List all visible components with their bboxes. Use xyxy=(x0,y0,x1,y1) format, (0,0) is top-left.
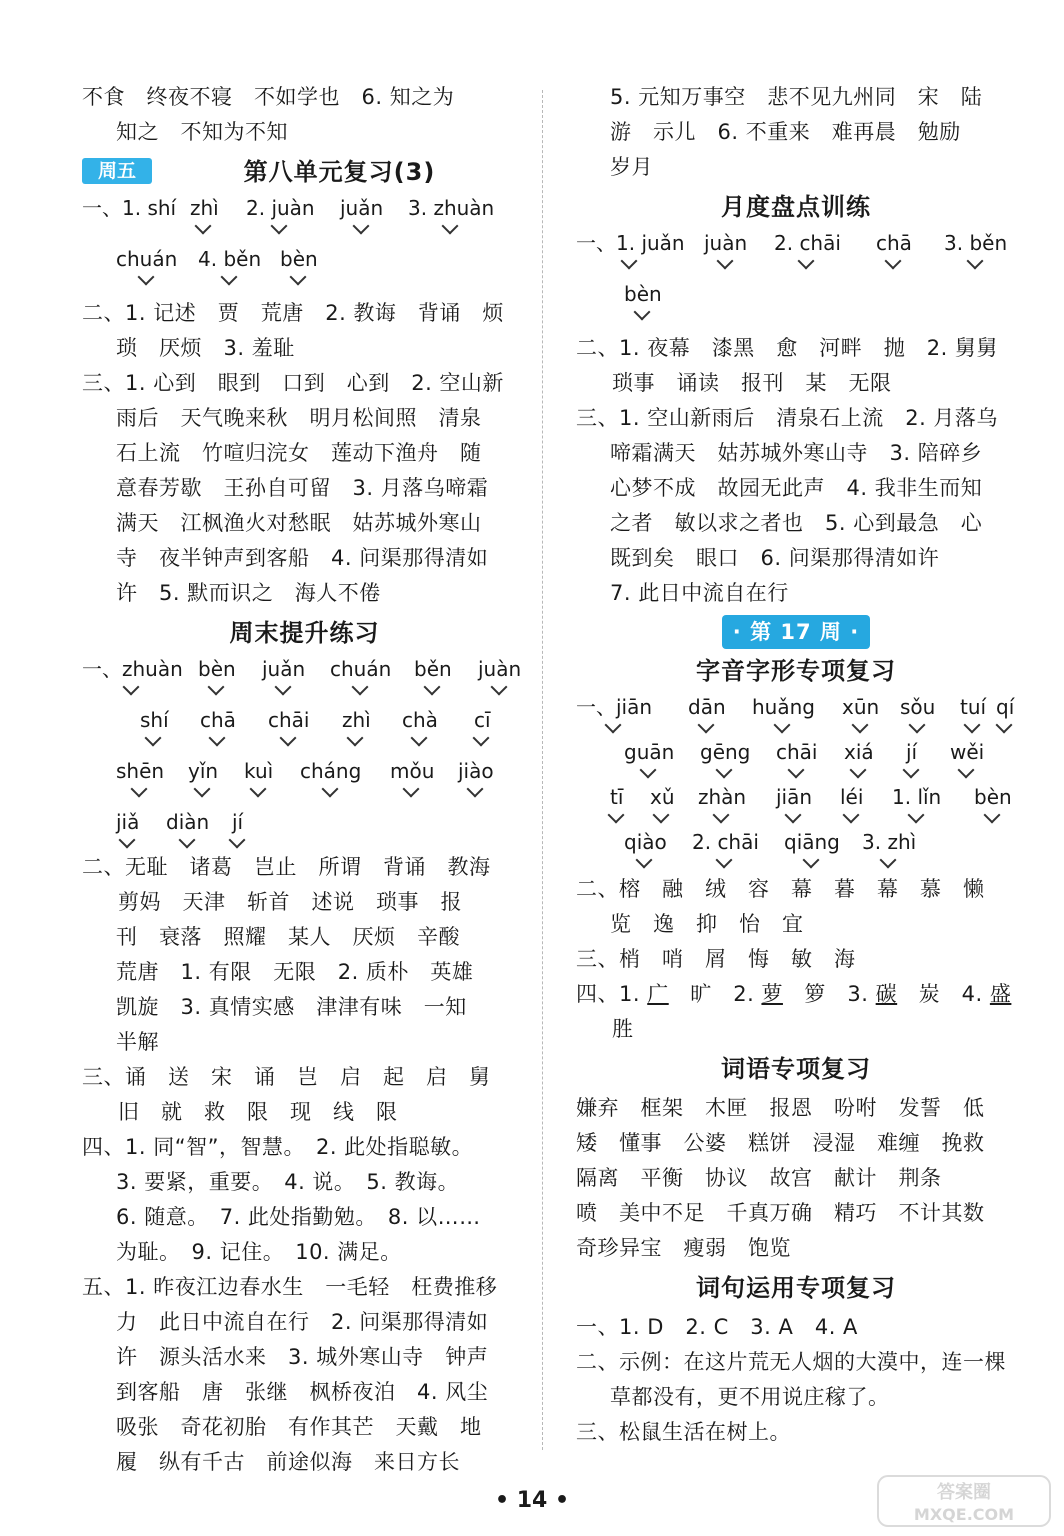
text-line xyxy=(576,977,1016,1012)
text-line: 知之 不知为不知 xyxy=(116,120,288,144)
text-line: 四、1. 同“智”，智慧。 2. 此处指聪敏。 xyxy=(82,1135,474,1159)
pinyin-item: dān xyxy=(688,695,726,719)
pinyin-item: gēng xyxy=(700,740,751,764)
pinyin-item: 3. zhuàn xyxy=(408,196,495,220)
pinyin-item: bèn xyxy=(624,282,662,306)
text-line: 雨后 天气晚来秋 明月松间照 清泉 xyxy=(116,406,482,430)
pinyin-item: zhàn xyxy=(698,785,747,809)
pinyin-item: juàn xyxy=(704,231,748,255)
pinyin-item: 1. lǐn xyxy=(892,785,942,809)
text-line: 旧 就 救 限 现 线 限 xyxy=(118,1100,398,1124)
text-line: 6. 随意。 7. 此处指勤勉。 8. 以…… xyxy=(116,1205,481,1229)
pinyin-item: jí xyxy=(906,740,918,764)
pinyin-item: 3. běn xyxy=(944,231,1008,255)
text-fragment: 箩 3. xyxy=(782,982,876,1006)
pinyin-item: 一、jiān xyxy=(576,695,653,719)
pinyin-item: 2. chāi xyxy=(692,830,759,854)
text-line: 三、松鼠生活在树上。 xyxy=(576,1420,791,1444)
text-line: 既到矣 眼口 6. 问渠那得清如许 xyxy=(610,546,940,570)
pinyin-item: juǎn xyxy=(340,196,384,220)
pinyin-row xyxy=(576,738,1016,783)
pinyin-row xyxy=(82,655,527,706)
pinyin-item: xǔ xyxy=(650,785,675,809)
pinyin-row xyxy=(576,229,1016,280)
text-line: 草都没有，更不用说庄稼了。 xyxy=(610,1385,890,1409)
text-line: 奇珍异宝 瘦弱 饱览 xyxy=(576,1236,791,1260)
text-line: 3. 要紧，重要。 4. 说。 5. 教诲。 xyxy=(116,1170,460,1194)
text-line: 荒唐 1. 有限 无限 2. 质朴 英雄 xyxy=(116,960,474,984)
text-line: 喷 美中不足 千真万确 精巧 不计其数 xyxy=(576,1201,985,1225)
pinyin-item: běn xyxy=(414,657,452,681)
pinyin-item: sǒu xyxy=(900,695,936,719)
pinyin-item: cháng xyxy=(300,759,362,783)
text-line: 五、1. 昨夜江边春水生 一毛轻 枉费推移 xyxy=(82,1275,498,1299)
text-line: 寺 夜半钟声到客船 4. 问渠那得清如 xyxy=(116,546,489,570)
text-line: 琐事 诵读 报刊 某 无限 xyxy=(612,371,892,395)
pinyin-item: chuán xyxy=(116,247,178,271)
pinyin-row xyxy=(82,706,527,757)
pinyin-item: tī xyxy=(610,785,624,809)
section-title: 第八单元复习(3) xyxy=(243,158,436,186)
pinyin-item: 2. chāi xyxy=(774,231,841,255)
pinyin-item: jiān xyxy=(776,785,813,809)
svg-text:答案圈: 答案圈 xyxy=(937,1482,991,1503)
pinyin-row xyxy=(82,808,527,850)
pinyin-item: xūn xyxy=(842,695,880,719)
text-line: 心梦不成 故园无此声 4. 我非生而知 xyxy=(610,476,983,500)
pinyin-item: bèn xyxy=(280,247,318,271)
page-number: • 14 • xyxy=(494,1488,570,1513)
pinyin-item: chā xyxy=(200,708,236,732)
underlined-char: 碳 xyxy=(875,982,898,1006)
section-title: 周末提升练习 xyxy=(229,619,380,647)
svg-text:MXQE.COM: MXQE.COM xyxy=(913,1505,1015,1524)
pinyin-item: shí xyxy=(140,708,169,732)
text-line: 啼霜满天 姑苏城外寒山寺 3. 陪碎乡 xyxy=(610,441,983,465)
text-line: 胜 xyxy=(612,1017,634,1041)
pinyin-item: jiǎ xyxy=(116,810,140,834)
section-title: 字音字形专项复习 xyxy=(696,657,896,685)
pinyin-item: juàn xyxy=(478,657,522,681)
pinyin-item: shēn xyxy=(116,759,165,783)
text-line: 一、1. D 2. C 3. A 4. A xyxy=(576,1315,858,1339)
pinyin-item: yǐn xyxy=(188,759,219,783)
text-line: 凯旋 3. 真情实感 津津有味 一知 xyxy=(116,995,467,1019)
pinyin-item: wěi xyxy=(950,740,985,764)
day-tag: 周五 xyxy=(82,158,152,184)
pinyin-item: léi xyxy=(840,785,864,809)
pinyin-item: bèn xyxy=(974,785,1012,809)
text-fragment: 炭 4. xyxy=(897,982,990,1006)
underlined-char: 盛 xyxy=(989,982,1012,1006)
section-header-friday xyxy=(82,150,527,194)
text-line: 之者 敏以求之者也 5. 心到最急 心 xyxy=(610,511,983,535)
text-line: 二、示例：在这片荒无人烟的大漠中，连一棵 xyxy=(576,1350,1006,1374)
pinyin-item: jí xyxy=(232,810,244,834)
text-fragment: 旷 2. xyxy=(668,982,762,1006)
pinyin-row xyxy=(576,280,1016,331)
week-badge: · 第 17 周 · xyxy=(722,615,870,649)
text-line: 二、榕 融 绒 容 幕 暮 幕 慕 懒 xyxy=(576,877,985,901)
pinyin-row xyxy=(576,693,1016,738)
text-line: 5. 元知万事空 悲不见九州同 宋 陆 xyxy=(610,85,983,109)
text-line: 嫌弃 框架 木匣 报恩 吩咐 发誓 低 xyxy=(576,1096,985,1120)
pinyin-row xyxy=(82,757,527,808)
pinyin-item: tuí xyxy=(960,695,987,719)
text-line: 满天 江枫渔火对愁眠 姑苏城外寒山 xyxy=(116,511,482,535)
underlined-char: 广 xyxy=(647,982,669,1006)
section-title: 词句运用专项复习 xyxy=(696,1274,896,1302)
pinyin-item: juǎn xyxy=(262,657,306,681)
pinyin-item: chuán xyxy=(330,657,392,681)
underlined-char: 萝 xyxy=(761,982,783,1006)
pinyin-item: jiào xyxy=(458,759,494,783)
pinyin-item: chāi xyxy=(268,708,310,732)
pinyin-item: qiāng xyxy=(784,830,840,854)
text-line: 石上流 竹喧归浣女 莲动下渔舟 随 xyxy=(116,441,482,465)
text-line: 三、梢 哨 屑 悔 敏 海 xyxy=(576,947,856,971)
text-line: 琐 厌烦 3. 羞耻 xyxy=(116,336,295,360)
text-line: 二、1. 夜幕 漆黑 愈 河畔 抛 2. 舅舅 xyxy=(576,336,998,360)
watermark-logo xyxy=(876,1474,1052,1528)
text-line: 吸张 奇花初胎 有作其芒 天戴 地 xyxy=(116,1415,482,1439)
left-column xyxy=(82,80,527,1480)
pinyin-item: zhì xyxy=(342,708,371,732)
text-line: 览 逸 抑 怡 宜 xyxy=(610,912,804,936)
pinyin-item: 一、zhuàn xyxy=(82,657,183,681)
text-line: 履 纵有千古 前途似海 来日方长 xyxy=(116,1450,460,1474)
text-line: 三、诵 送 宋 诵 岂 启 起 启 舅 xyxy=(82,1065,491,1089)
pinyin-row xyxy=(576,783,1016,828)
text-line: 不食 终夜不寝 不如学也 6. 知之为 xyxy=(82,85,455,109)
section-title: 词语专项复习 xyxy=(721,1055,871,1083)
text-line: 为耻。 9. 记住。 10. 满足。 xyxy=(116,1240,402,1264)
pinyin-item: qiào xyxy=(624,830,667,854)
pinyin-item: chāi xyxy=(776,740,818,764)
text-line: 到客船 唐 张继 枫桥夜泊 4. 风尘 xyxy=(116,1380,489,1404)
text-line: 半解 xyxy=(116,1030,159,1054)
pinyin-item: qí xyxy=(996,695,1015,719)
pinyin-item: diàn xyxy=(166,810,210,834)
pinyin-item: cī xyxy=(474,708,491,732)
text-line: 力 此日中流自在行 2. 问渠那得清如 xyxy=(116,1310,489,1334)
text-fragment: 四、1. xyxy=(576,982,648,1006)
pinyin-row xyxy=(82,245,527,296)
text-line: 三、1. 心到 眼到 口到 心到 2. 空山新 xyxy=(82,371,504,395)
text-line: 许 源头活水来 3. 城外寒山寺 钟声 xyxy=(116,1345,489,1369)
text-line: 二、1. 记述 贾 荒唐 2. 教诲 背诵 烦 xyxy=(82,301,504,325)
text-line: 游 示儿 6. 不重来 难再晨 勉励 xyxy=(610,120,961,144)
text-line: 隔离 平衡 协议 故宫 献计 荆条 xyxy=(576,1166,942,1190)
pinyin-item: chà xyxy=(402,708,438,732)
text-line: 二、无耻 诸葛 岂止 所谓 背诵 教海 xyxy=(82,855,491,879)
pinyin-item: chā xyxy=(876,231,912,255)
text-line: 矮 懂事 公婆 糕饼 浸湿 难缠 挽救 xyxy=(576,1131,985,1155)
text-line: 意春芳歇 王孙自可留 3. 月落乌啼霜 xyxy=(116,476,489,500)
right-column xyxy=(576,80,1016,1450)
pinyin-item: 2. juàn xyxy=(246,196,315,220)
pinyin-row xyxy=(82,194,527,245)
text-line: 剪妈 天津 斩首 述说 琐事 报 xyxy=(118,890,462,914)
pinyin-item: kuì xyxy=(244,759,274,783)
column-divider xyxy=(542,90,543,1450)
text-line: 刊 衰落 照耀 某人 厌烦 辛酸 xyxy=(116,925,460,949)
pinyin-item: mǒu xyxy=(390,759,435,783)
pinyin-item: xiá xyxy=(844,740,874,764)
section-title: 月度盘点训练 xyxy=(721,193,871,221)
text-line: 三、1. 空山新雨后 清泉石上流 2. 月落乌 xyxy=(576,406,998,430)
pinyin-item: 一、1. shí xyxy=(82,196,177,220)
pinyin-item: huǎng xyxy=(752,695,815,719)
pinyin-item: 3. zhì xyxy=(862,830,917,854)
pinyin-item: guān xyxy=(624,740,675,764)
text-line: 岁月 xyxy=(610,155,653,179)
pinyin-row xyxy=(576,828,1016,872)
pinyin-item: bèn xyxy=(198,657,236,681)
text-line: 许 5. 默而识之 海人不倦 xyxy=(116,581,381,605)
pinyin-item: 4. běn xyxy=(198,247,262,271)
pinyin-item: 一、1. juǎn xyxy=(576,231,685,255)
pinyin-item: zhì xyxy=(190,196,219,220)
text-line: 7. 此日中流自在行 xyxy=(610,581,789,605)
